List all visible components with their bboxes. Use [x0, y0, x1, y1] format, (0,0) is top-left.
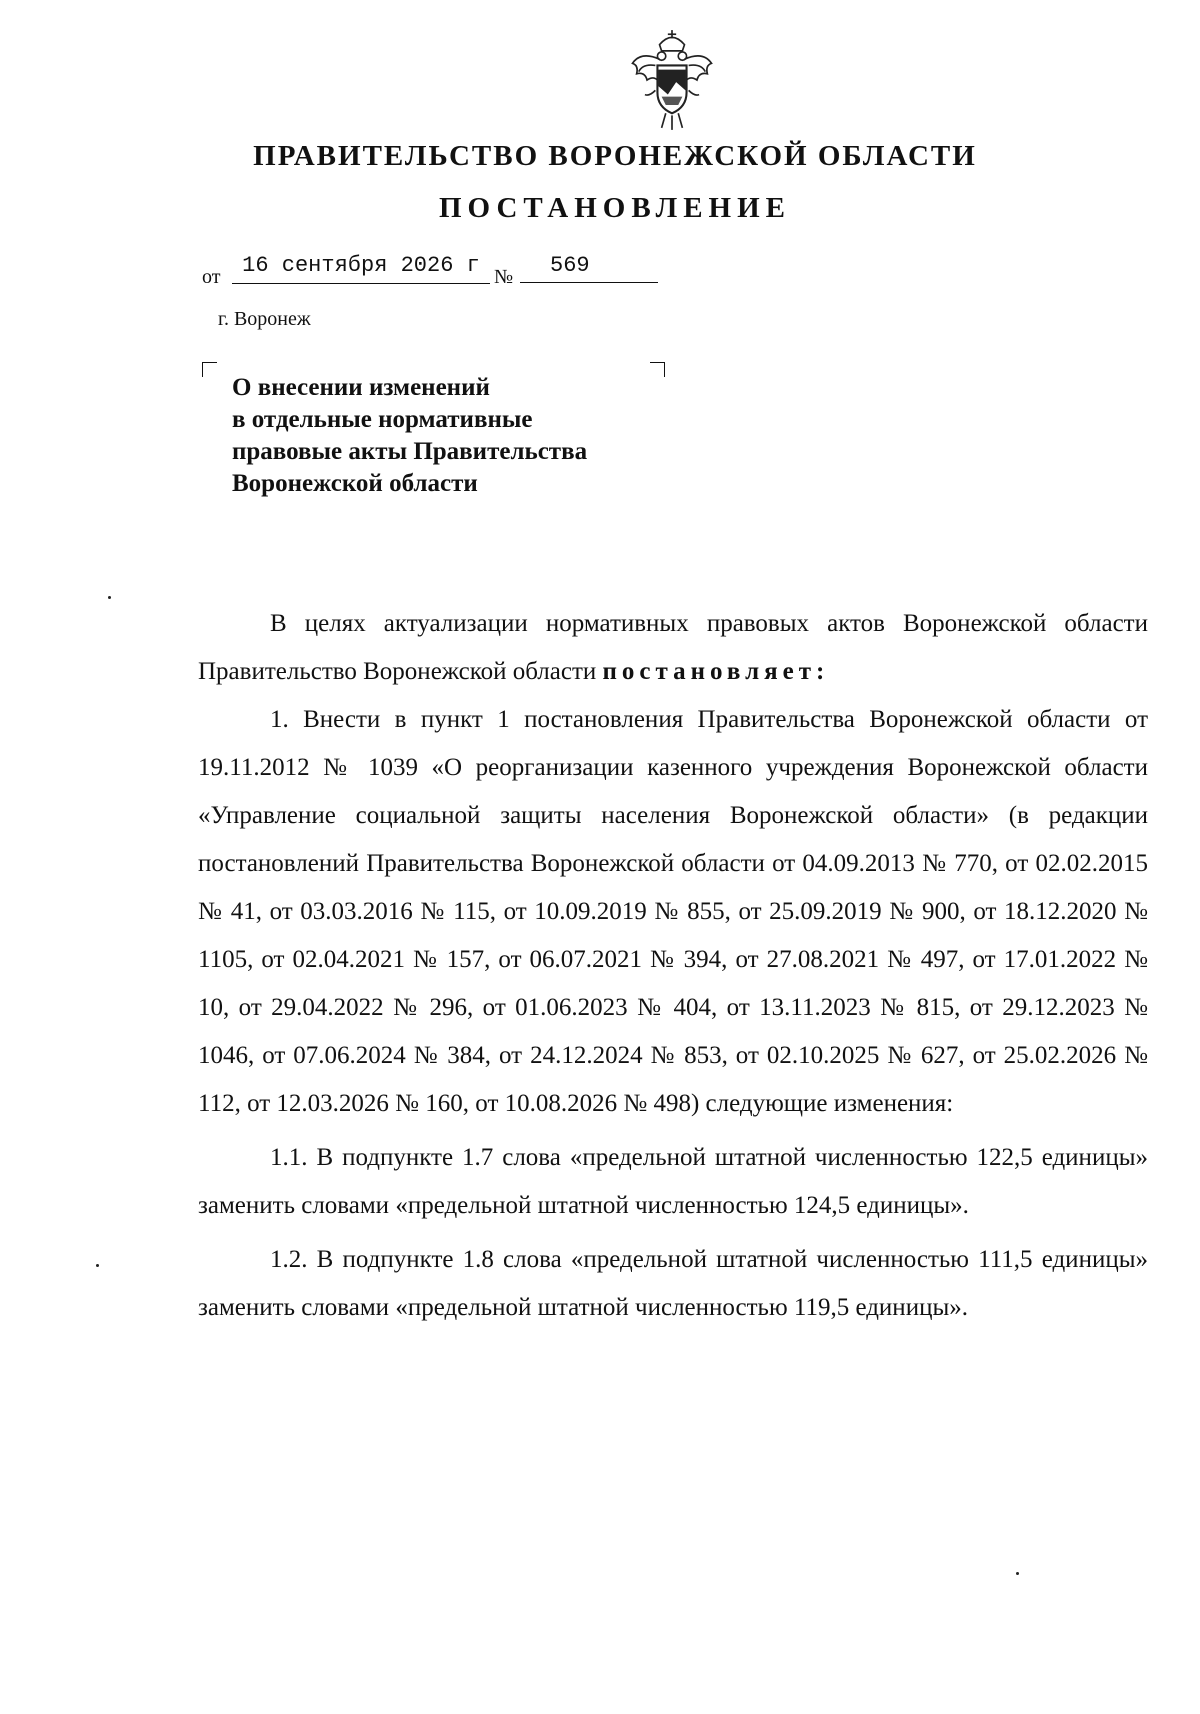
- document-body: [198, 600, 1148, 1332]
- intro-keyword: постановляет:: [602, 658, 830, 685]
- subject-line: в отдельные нормативные: [232, 406, 533, 433]
- scan-speck: [108, 596, 111, 599]
- date-number-line: [202, 253, 682, 288]
- item-1-1: 1.1. В подпункте 1.7 слова «предельной штатной численностью 122,5 единицы» заменить словами «предельной штатной численностью 124,5 единицы».: [198, 1144, 1148, 1219]
- government-title: ПРАВИТЕЛЬСТВО ВОРОНЕЖСКОЙ ОБЛАСТИ: [253, 140, 977, 172]
- city: г. Воронеж: [218, 308, 311, 330]
- from-label: от: [202, 266, 221, 288]
- coat-of-arms-emblem: [620, 28, 724, 132]
- subject-corner-right: [650, 362, 665, 377]
- document-subject: [232, 372, 587, 500]
- scan-speck: [1016, 1572, 1019, 1575]
- document-type: ПОСТАНОВЛЕНИЕ: [438, 192, 791, 224]
- subject-line: Воронежской области: [232, 470, 478, 497]
- scan-speck: [96, 1264, 99, 1267]
- subject-line: правовые акты Правительства: [232, 438, 588, 465]
- item-1: 1. Внести в пункт 1 постановления Правительства Воронежской области от 19.11.2012 № 1039 «О реорганизации казенного учреждения Воронежской области «Управление социальной защиты населения Воронежской области» (в редакции постановлений Правительства Воронежской области от 04.09.2013 № 770, от 02.02.2015 № 41, от 03.03.2016 № 115, от 10.09.2019 № 855, от 25.09.2019 № 900, от 18.12.2020 № 1105, от 02.04.2021 № 157, от 06.07.2021 № 394, от 27.08.2021 № 497, от 17.01.2022 № 10, от 29.04.2022 № 296, от 01.06.2023 № 404, от 13.11.2023 № 815, от 29.12.2023 № 1046, от 07.06.2024 № 384, от 24.12.2024 № 853, от 02.10.2025 № 627, от 25.02.2026 № 112, от 12.03.2026 № 160, от 10.08.2026 № 498) следующие изменения:: [198, 706, 1148, 1117]
- number-label: №: [494, 266, 514, 288]
- intro-paragraph: [198, 600, 1148, 696]
- subject-corner-left: [202, 362, 217, 377]
- subject-line: О внесении изменений: [232, 374, 490, 401]
- document-number: 569: [520, 253, 658, 283]
- item-1-2: 1.2. В подпункте 1.8 слова «предельной штатной численностью 111,5 единицы» заменить словами «предельной штатной численностью 119,5 единицы».: [198, 1246, 1148, 1321]
- document-date: 16 сентября 2026 г: [232, 253, 490, 284]
- intro-text: В целях актуализации нормативных правовых актов Воронежской области Правительство Воронежской области: [198, 610, 1148, 685]
